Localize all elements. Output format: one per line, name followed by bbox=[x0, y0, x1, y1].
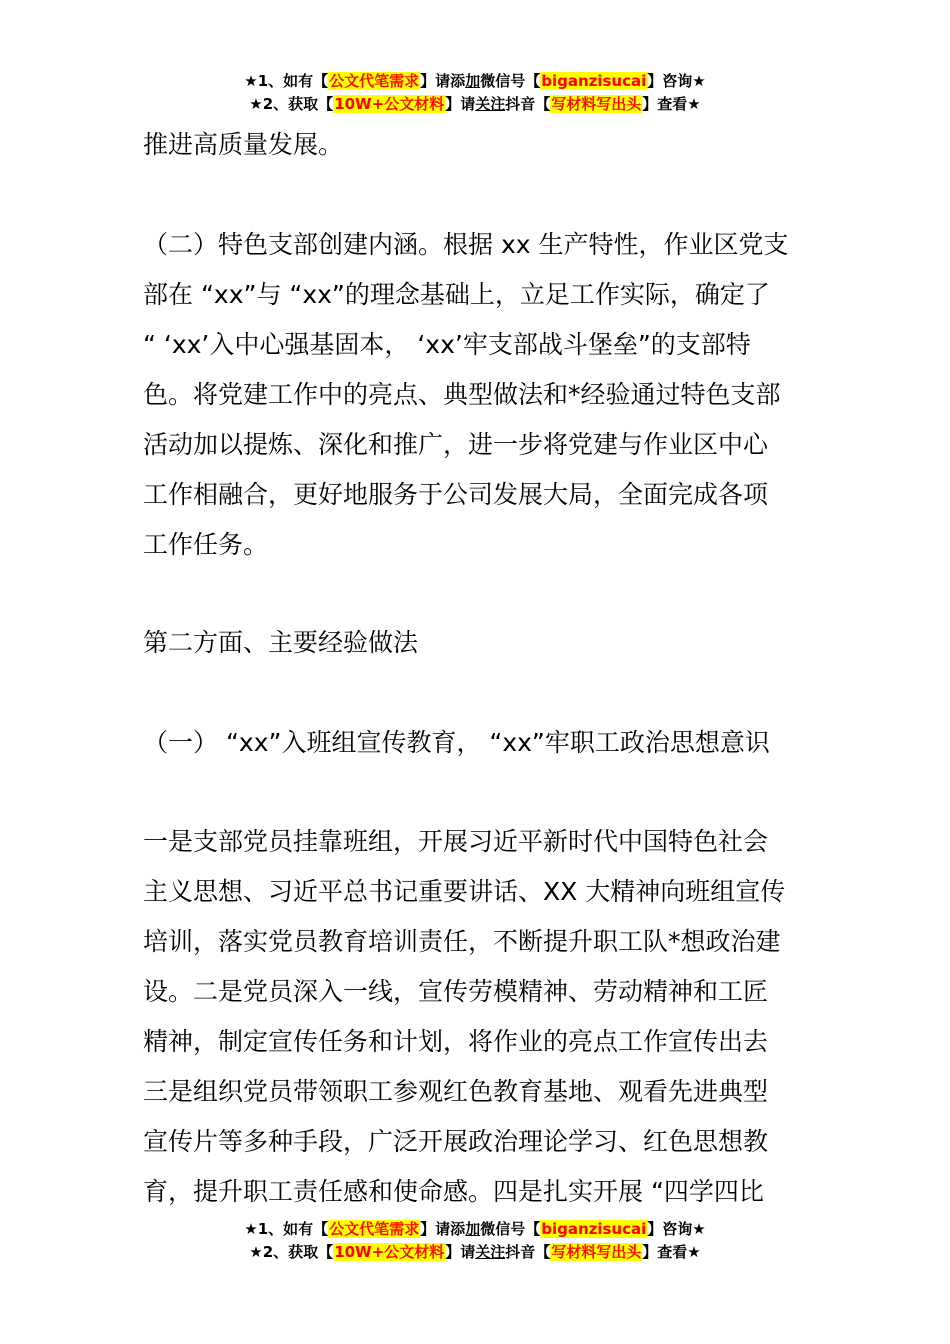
banner-line-1-mid: 】请添 bbox=[420, 1220, 466, 1238]
paragraph-line: 工作相融合，更好地服务于公司发展大局，全面完成各项 bbox=[143, 480, 769, 509]
paragraph-line: 活动加以提炼、深化和推广，进一步将党建与作业区中心 bbox=[143, 430, 769, 459]
paragraph-line: 三是组织党员带领职工参观红色教育基地、观看先进典型 bbox=[143, 1077, 769, 1106]
banner-line-2-highlight-douyin: 写材料写出头 bbox=[551, 1243, 642, 1261]
paragraph-line: 主义思想、习近平总书记重要讲话、XX 大精神向班组宣传 bbox=[143, 877, 786, 906]
banner-line-2-mid2: 抖音【 bbox=[505, 1243, 551, 1261]
banner-line-1-underlined: 加 bbox=[465, 72, 481, 90]
banner-line-2-mid: 】请 bbox=[445, 95, 476, 113]
banner-line-1-highlight-wechat: biganzisucai bbox=[541, 72, 647, 90]
paragraph-line: “ ‘xx’入中心强基固本， ‘xx’牢支部战斗堡垒”的支部特 bbox=[143, 330, 751, 359]
banner-line-2-underlined: 关注 bbox=[475, 95, 506, 113]
banner-line-2 bbox=[0, 1241, 950, 1264]
banner-line-1-mid: 】请添 bbox=[420, 72, 466, 90]
subheading-one bbox=[143, 718, 811, 768]
banner-line-2-mid2: 抖音【 bbox=[505, 95, 551, 113]
paragraph-line: 工作任务。 bbox=[143, 530, 269, 559]
header-banner bbox=[0, 70, 950, 116]
body-paragraph bbox=[143, 817, 811, 1217]
banner-line-2-suffix: 】查看★ bbox=[642, 1243, 701, 1261]
banner-line-1-prefix: ★1、如有【 bbox=[244, 1220, 329, 1238]
subsection-heading: （一） “xx”入班组宣传教育， “xx”牢职工政治思想意识 bbox=[143, 728, 770, 757]
banner-line-2-underlined: 关注 bbox=[475, 1243, 506, 1261]
banner-line-1-highlight-wechat: biganzisucai bbox=[541, 1220, 647, 1238]
banner-line-1-suffix: 】咨询★ bbox=[647, 1220, 706, 1238]
banner-line-1-prefix: ★1、如有【 bbox=[244, 72, 329, 90]
banner-line-1-suffix: 】咨询★ bbox=[647, 72, 706, 90]
paragraph-line: 推进高质量发展。 bbox=[143, 130, 344, 159]
paragraph-line: 精神，制定宣传任务和计划，将作业的亮点工作宣传出去 bbox=[143, 1027, 769, 1056]
paragraph-line: 宣传片等多种手段，广泛开展政治理论学习、红色思想教 bbox=[143, 1127, 769, 1156]
banner-line-1-highlight-service: 公文代笔需求 bbox=[329, 72, 420, 90]
banner-line-1-mid2: 微信号【 bbox=[480, 72, 541, 90]
banner-line-2-mid: 】请 bbox=[445, 1243, 476, 1261]
banner-line-1 bbox=[0, 1218, 950, 1241]
paragraph-line: 育，提升职工责任感和使命感。四是扎实开展 “四学四比 bbox=[143, 1177, 764, 1206]
banner-line-2-highlight-douyin: 写材料写出头 bbox=[551, 95, 642, 113]
paragraph-line: （二）特色支部创建内涵。根据 xx 生产特性，作业区党支 bbox=[143, 230, 789, 259]
paragraph-line: 培训，落实党员教育培训责任，不断提升职工队*想政治建 bbox=[143, 927, 781, 956]
section-two-paragraph bbox=[143, 220, 811, 570]
paragraph-line: 色。将党建工作中的亮点、典型做法和*经验通过特色支部 bbox=[143, 380, 781, 409]
paragraph-line: 部在 “xx”与 “xx”的理念基础上，立足工作实际，确定了 bbox=[143, 280, 770, 309]
section-heading: 第二方面、主要经验做法 bbox=[143, 628, 419, 657]
footer-banner bbox=[0, 1218, 950, 1264]
banner-line-2-suffix: 】查看★ bbox=[642, 95, 701, 113]
paragraph-line: 设。二是党员深入一线，宣传劳模精神、劳动精神和工匠 bbox=[143, 977, 769, 1006]
banner-line-2-prefix: ★2、获取【 bbox=[249, 95, 334, 113]
banner-line-2-highlight-materials: 10W+公文材料 bbox=[334, 1243, 445, 1261]
banner-line-1-mid2: 微信号【 bbox=[480, 1220, 541, 1238]
banner-line-1-highlight-service: 公文代笔需求 bbox=[329, 1220, 420, 1238]
document-intro-tail bbox=[143, 120, 811, 170]
banner-line-2 bbox=[0, 93, 950, 116]
banner-line-1-underlined: 加 bbox=[465, 1220, 481, 1238]
banner-line-1 bbox=[0, 70, 950, 93]
banner-line-2-prefix: ★2、获取【 bbox=[249, 1243, 334, 1261]
paragraph-line: 一是支部党员挂靠班组，开展习近平新时代中国特色社会 bbox=[143, 827, 769, 856]
banner-line-2-highlight-materials: 10W+公文材料 bbox=[334, 95, 445, 113]
section-heading-part-two bbox=[143, 618, 811, 668]
